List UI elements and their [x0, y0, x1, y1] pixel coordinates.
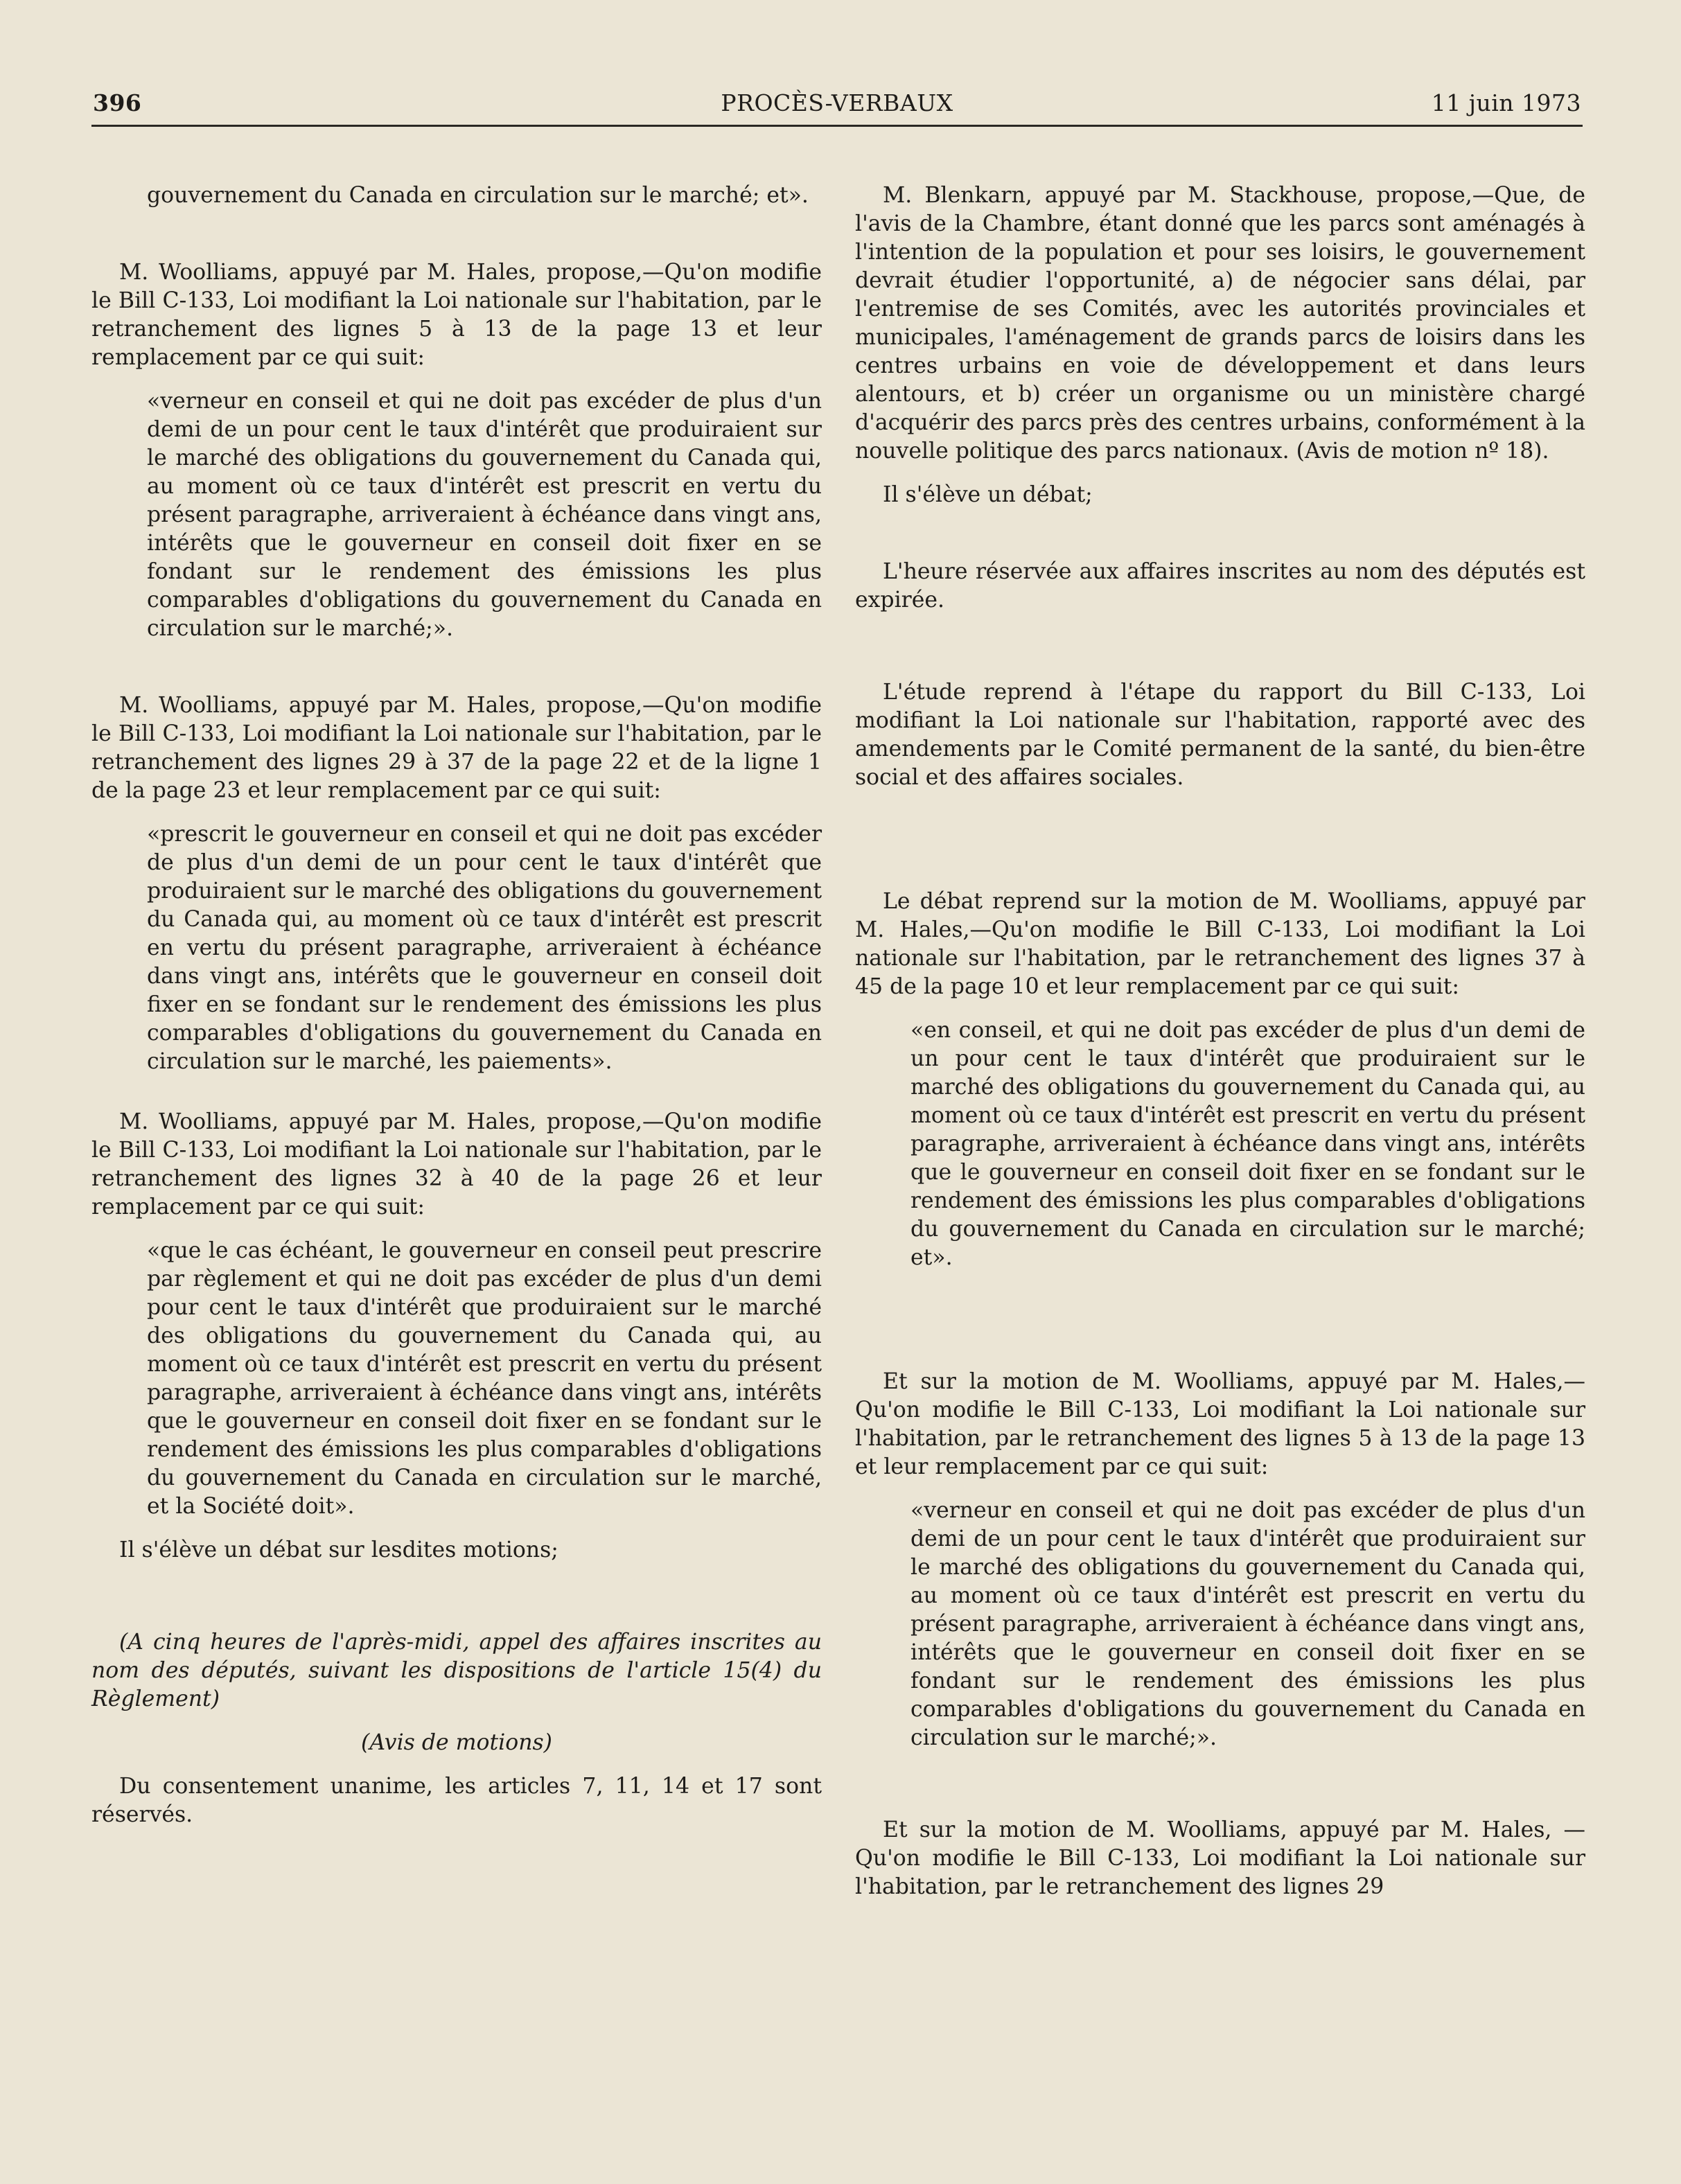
motion-paragraph: M. Woolliams, appuyé par M. Hales, propose,—Qu'on modifie le Bill C-133, Loi modifiant la Loi nationale sur l'habitation, par le retranchement des lignes 32 à 40 de la page 26 et leur remplacement par ce qui suit:: [91, 1109, 822, 1219]
header-date: 11 juin 1973: [1431, 89, 1581, 116]
consent-paragraph: Du consentement unanime, les articles 7, 11, 14 et 17 sont réservés.: [91, 1774, 822, 1827]
debate-note: Il s'élève un débat sur lesdites motions;: [119, 1538, 558, 1562]
continued-quote: gouvernement du Canada en circulation sur le marché; et».: [147, 183, 809, 208]
motion-paragraph: Le débat reprend sur la motion de M. Woolliams, appuyé par M. Hales,—Qu'on modifie le Bill C-133, Loi modifiant la Loi nationale sur l'habitation, par le retranchement des lignes 37 à 45 de la page 10 et leur remplacement par ce qui suit:: [855, 889, 1585, 999]
quoted-amendment: «verneur en conseil et qui ne doit pas excéder de plus d'un demi de un pour cent le taux d'intérêt que produiraient sur le marché des obligations du gouvernement du Canada qui, au moment où ce taux d'intérêt est prescrit en vertu du présent paragraphe, arriveraient à échéance dans vingt ans, intérêts que le gouverneur en conseil doit fixer en se fondant sur le rendement des émissions les plus comparables d'obligations du gouvernement du Canada en circulation sur le marché;».: [147, 389, 822, 641]
right-column: [855, 182, 1585, 1901]
section-heading: (Avis de motions): [361, 1730, 552, 1755]
motion-paragraph: Et sur la motion de M. Woolliams, appuyé par M. Hales, —Qu'on modifie le Bill C-133, Loi modifiant la Loi nationale sur l'habitation, par le retranchement des lignes 29: [855, 1817, 1585, 1899]
left-column: [91, 182, 822, 1829]
page-number: 396: [93, 89, 142, 116]
running-title: PROCÈS-VERBAUX: [721, 89, 953, 116]
quoted-amendment: «verneur en conseil et qui ne doit pas excéder de plus d'un demi de un pour cent le taux d'intérêt que produiraient sur le marché des obligations du gouvernement du Canada qui, au moment où ce taux d'intérêt est prescrit en vertu du présent paragraphe, arriveraient à échéance dans vingt ans, intérêts que le gouverneur en conseil doit fixer en se fondant sur le rendement des émissions les plus comparables d'obligations du gouvernement du Canada en circulation sur le marché;».: [910, 1498, 1585, 1750]
motion-paragraph: M. Woolliams, appuyé par M. Hales, propose,—Qu'on modifie le Bill C-133, Loi modifiant la Loi nationale sur l'habitation, par le retranchement des lignes 29 à 37 de la page 22 et de la ligne 1 de la page 23 et leur remplacement par ce qui suit:: [91, 693, 822, 803]
sitting-note: (A cinq heures de l'après-midi, appel des affaires inscrites au nom des députés, suivant les dispositions de l'article 15(4) du Règlement): [91, 1630, 822, 1711]
motion-paragraph: M. Woolliams, appuyé par M. Hales, propose,—Qu'on modifie le Bill C-133, Loi modifiant la Loi nationale sur l'habitation, par le retranchement des lignes 5 à 13 de la page 13 et leur remplacement par ce qui suit:: [91, 260, 822, 370]
quoted-amendment: «en conseil, et qui ne doit pas excéder de plus d'un demi de un pour cent le taux d'intérêt que produiraient sur le marché des obligations du gouvernement du Canada qui, au moment où ce taux d'intérêt est prescrit en vertu du présent paragraphe, arriveraient à échéance dans vingt ans, intérêts que le gouverneur en conseil doit fixer en se fondant sur le rendement des émissions les plus comparables d'obligations du gouvernement du Canada en circulation sur le marché; et».: [910, 1018, 1585, 1270]
debate-note: Il s'élève un débat;: [883, 482, 1093, 507]
page-header: [91, 83, 1583, 127]
report-stage-paragraph: L'étude reprend à l'étape du rapport du Bill C-133, Loi modifiant la Loi nationale sur l'habitation, rapporté avec des amendements par le Comité permanent de la santé, du bien-être social et des affaires sociales.: [855, 680, 1585, 790]
quoted-amendment: «prescrit le gouverneur en conseil et qui ne doit pas excéder de plus d'un demi de un pour cent le taux d'intérêt que produiraient sur le marché des obligations du gouvernement du Canada qui, au moment où ce taux d'intérêt est prescrit en vertu du présent paragraphe, arriveraient à échéance dans vingt ans, intérêts que le gouverneur en conseil doit fixer en se fondant sur le rendement des émissions les plus comparables d'obligations du gouvernement du Canada en circulation sur le marché, les paiements».: [147, 822, 822, 1074]
motion-paragraph: M. Blenkarn, appuyé par M. Stackhouse, propose,—Que, de l'avis de la Chambre, étant donné que les parcs sont aménagés à l'intention de la population et pour ses loisirs, le gouvernement devrait étudier l'opportunité, a) de négocier sans délai, par l'entremise de ses Comités, avec les autorités provinciales et municipales, l'aménagement de grands parcs de loisirs dans les centres urbains en voie de développement et dans leurs alentours, et b) créer un organisme ou un ministère chargé d'acquérir des parcs près des centres urbains, conformément à la nouvelle politique des parcs nationaux. (Avis de motion nº 18).: [855, 183, 1585, 464]
hour-expired-paragraph: L'heure réservée aux affaires inscrites au nom des députés est expirée.: [855, 559, 1585, 613]
quoted-amendment: «que le cas échéant, le gouverneur en conseil peut prescrire par règlement et qui ne doit pas excéder de plus d'un demi pour cent le taux d'intérêt que produiraient sur le marché des obligations du gouvernement du Canada qui, au moment où ce taux d'intérêt est prescrit en vertu du présent paragraphe, arriveraient à échéance dans vingt ans, intérêts que le gouverneur en conseil doit fixer en se fondant sur le rendement des émissions les plus comparables d'obligations du gouvernement du Canada en circulation sur le marché, et la Société doit».: [147, 1238, 822, 1519]
motion-paragraph: Et sur la motion de M. Woolliams, appuyé par M. Hales,—Qu'on modifie le Bill C-133, Loi modifiant la Loi nationale sur l'habitation, par le retranchement des lignes 5 à 13 de la page 13 et leur remplacement par ce qui suit:: [855, 1369, 1585, 1479]
